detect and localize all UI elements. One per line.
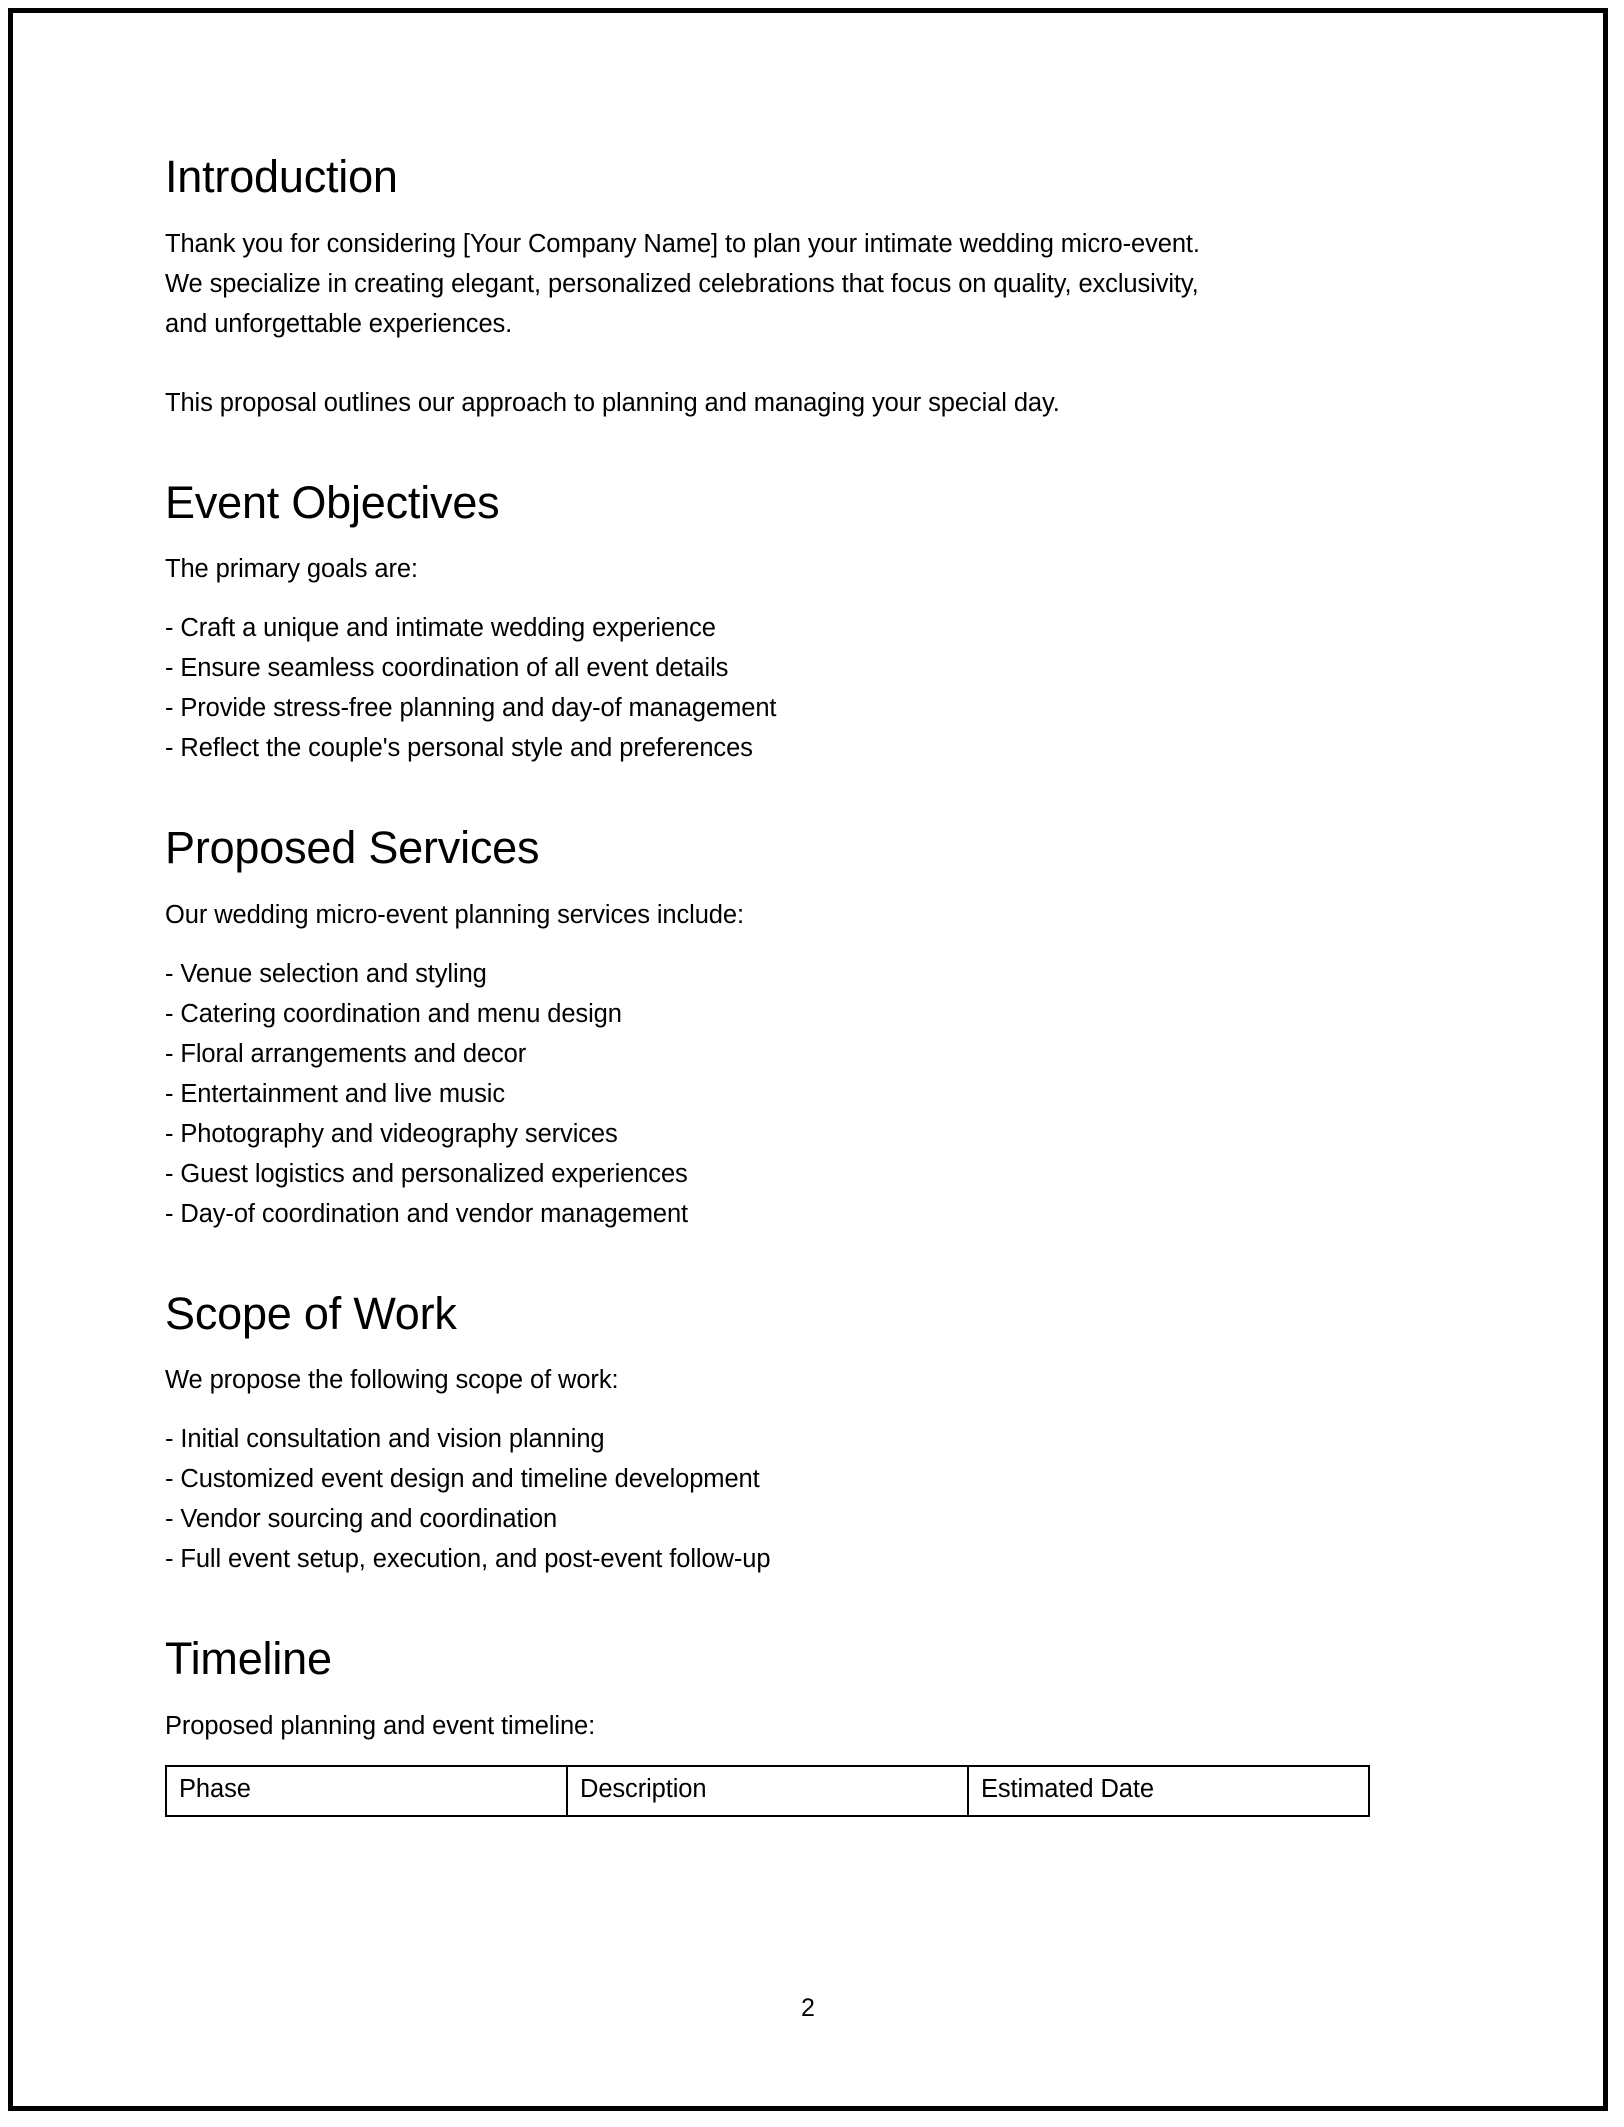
table-header-estimated-date: Estimated Date: [968, 1766, 1369, 1816]
intro-paragraph-1-line-2: We specialize in creating elegant, personalized celebrations that focus on quality, exclusivity,: [165, 269, 1199, 298]
spacer: [165, 1400, 1455, 1419]
intro-paragraph-1-line-1: Thank you for considering [Your Company Name] to plan your intimate wedding micro-event.: [165, 229, 1200, 258]
timeline-lead: Proposed planning and event timeline:: [165, 1711, 596, 1740]
spacer: [165, 202, 1455, 224]
page-canvas: [13, 13, 1603, 2106]
intro-paragraph-1-line-3: and unforgettable experiences.: [165, 309, 513, 338]
list-item: - Floral arrangements and decor: [165, 1039, 527, 1068]
scope-list: [165, 1419, 1455, 1579]
spacer: [165, 1684, 1455, 1706]
scope-lead: We propose the following scope of work:: [165, 1366, 619, 1395]
intro-paragraph-1: [165, 224, 1455, 344]
spacer: [165, 1746, 1455, 1765]
spacer: [165, 589, 1455, 608]
list-item: - Vendor sourcing and coordination: [165, 1505, 558, 1534]
heading-introduction: Introduction: [165, 151, 398, 202]
spacer: [165, 527, 1455, 549]
list-item: - Reflect the couple's personal style and preferences: [165, 734, 753, 763]
list-item: - Customized event design and timeline development: [165, 1465, 760, 1494]
spacer: [165, 1579, 1455, 1635]
objectives-list: [165, 608, 1455, 768]
table-header-row: [166, 1766, 1369, 1816]
list-item: - Entertainment and live music: [165, 1079, 505, 1108]
table-header-phase: Phase: [166, 1766, 567, 1816]
list-item: - Ensure seamless coordination of all event details: [165, 654, 729, 683]
spacer: [165, 344, 1455, 383]
spacer: [165, 873, 1455, 895]
page-number: 2: [801, 1994, 815, 2022]
list-item: - Provide stress-free planning and day-of management: [165, 694, 777, 723]
list-item: - Photography and videography services: [165, 1119, 618, 1148]
list-item: - Catering coordination and menu design: [165, 999, 622, 1028]
services-list: [165, 954, 1455, 1234]
spacer: [165, 935, 1455, 954]
heading-event-objectives: Event Objectives: [165, 476, 500, 528]
heading-scope-of-work: Scope of Work: [165, 1287, 457, 1339]
heading-proposed-services: Proposed Services: [165, 822, 540, 874]
spacer: [165, 1338, 1455, 1360]
spacer: [165, 423, 1455, 479]
document-body: [165, 153, 1455, 1817]
heading-timeline: Timeline: [165, 1633, 332, 1685]
list-item: - Craft a unique and intimate wedding experience: [165, 614, 716, 643]
spacer: [165, 1234, 1455, 1290]
intro-paragraph-2: This proposal outlines our approach to planning and managing your special day.: [165, 388, 1060, 417]
list-item: - Guest logistics and personalized experiences: [165, 1159, 688, 1188]
list-item: - Venue selection and styling: [165, 959, 487, 988]
list-item: - Day-of coordination and vendor management: [165, 1199, 689, 1228]
services-lead: Our wedding micro-event planning services include:: [165, 900, 744, 929]
list-item: - Full event setup, execution, and post-event follow-up: [165, 1545, 771, 1574]
table-header-description: Description: [567, 1766, 968, 1816]
list-item: - Initial consultation and vision planning: [165, 1425, 605, 1454]
objectives-lead: The primary goals are:: [165, 555, 418, 584]
spacer: [165, 768, 1455, 824]
timeline-table: [165, 1765, 1370, 1817]
page-frame: [8, 8, 1608, 2111]
